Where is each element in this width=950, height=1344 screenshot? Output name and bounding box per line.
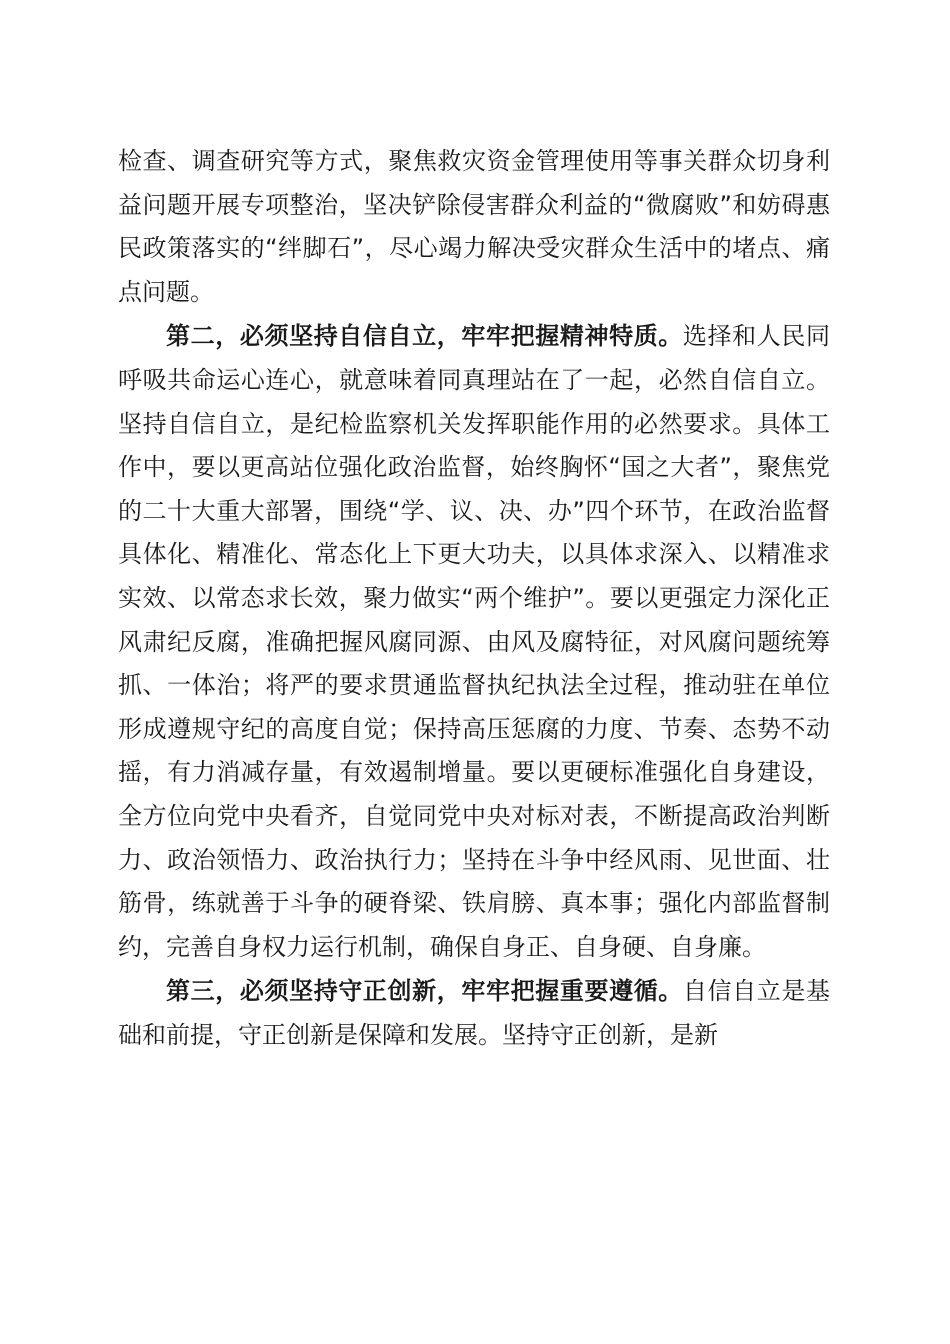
paragraph-third-point — [118, 969, 830, 1057]
paragraph-heading: 第三，必须坚持守正创新，牢牢把握重要遵循。 — [166, 976, 683, 1006]
paragraph-text: 自信自立是基础和前提，守正创新是保障和发展。坚持守正创新，是新 — [118, 977, 830, 1049]
paragraph-second-point — [118, 314, 830, 969]
paragraph-text: 选择和人民同呼吸共命运心连心，就意味着同真理站在了一起，必然自信自立。坚持自信自立，是纪检监察机关发挥职能作用的必然要求。具体工作中，要以更高站位强化政治监督，始终胸怀“国之大者”，聚焦党的二十大重大部署，围绕“学、议、决、办”四个环节，在政治监督具体化、精准化、常态化上下更大功夫，以具体求深入、以精准求实效、以常态求长效，聚力做实“两个维护”。要以更强定力深化正风肃纪反腐，准确把握风腐同源、由风及腐特征，对风腐问题统筹抓、一体治；将严的要求贯通监督执纪执法全过程，推动驻在单位形成遵规守纪的高度自觉；保持高压惩腐的力度、节奏、态势不动摇，有力消减存量，有效遏制增量。要以更硬标准强化自身建设，全方位向党中央看齐，自觉同党中央对标对表，不断提高政治判断力、政治领悟力、政治执行力；坚持在斗争中经风雨、见世面、壮筋骨，练就善于斗争的硬脊梁、铁肩膀、真本事；强化内部监督制约，完善自身权力运行机制，确保自身正、自身硬、自身廉。 — [118, 322, 830, 961]
document-body — [118, 140, 830, 1057]
paragraph-continued — [118, 140, 830, 314]
paragraph-text: 检查、调查研究等方式，聚焦救灾资金管理使用等事关群众切身利益问题开展专项整治，坚决铲除侵害群众利益的“微腐败”和妨碍惠民政策落实的“绊脚石”，尽心竭力解决受灾群众生活中的堵点、痛点问题。 — [118, 147, 830, 306]
paragraph-heading: 第二，必须坚持自信自立，牢牢把握精神特质。 — [166, 321, 683, 351]
